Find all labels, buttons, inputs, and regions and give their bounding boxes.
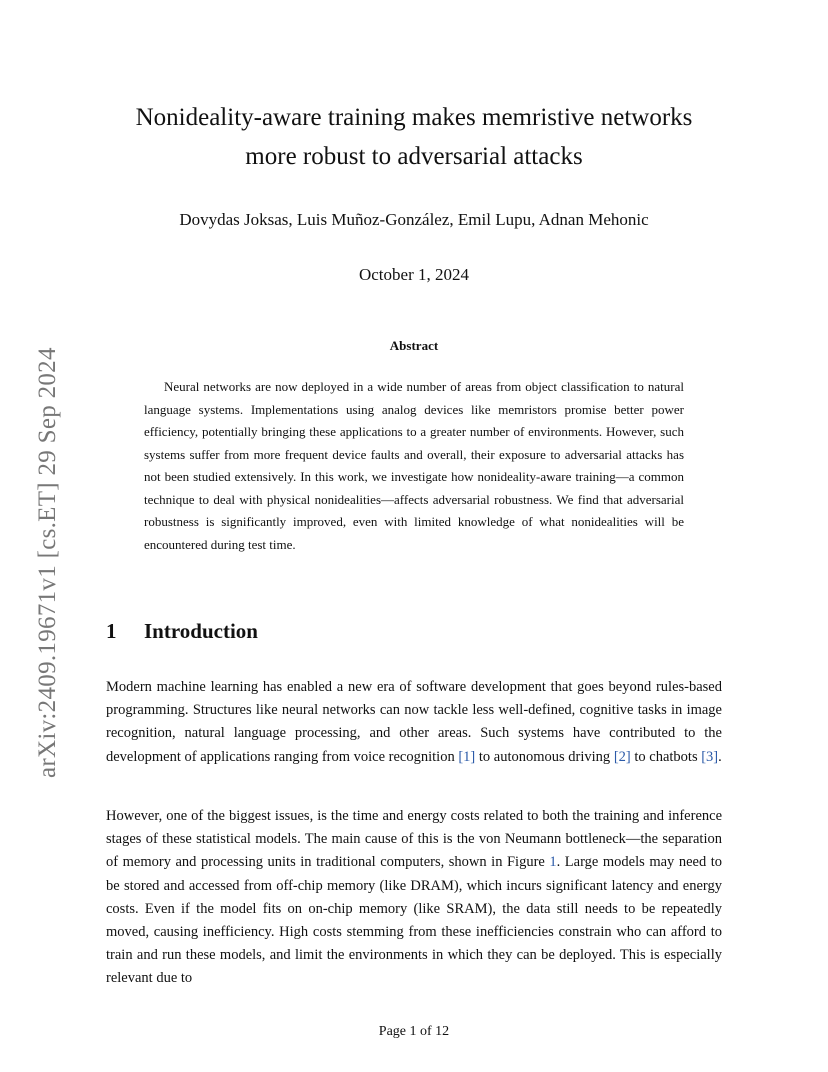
abstract-heading: Abstract bbox=[389, 338, 439, 353]
citation-link-1[interactable]: [1] bbox=[458, 748, 476, 765]
section-number: 1 bbox=[106, 619, 117, 643]
intro-paragraph-1 bbox=[106, 676, 722, 769]
citation-link-2[interactable]: [2] bbox=[613, 748, 631, 765]
p2-text-b: . Large models may need to be stored and accessed from off-chip memory (like DRAM), which incurs significant latency and energy costs. Even if the model fits on on-chip memory (like SRAM), the data still needs to be repeatedly moved, causing inefficiency. High costs stemming from these inefficiencies constrain who can afford to train and run these models, and limit the environments in which they can be deployed. This is especially relevant due to bbox=[106, 854, 723, 987]
section-title: Introduction bbox=[144, 619, 258, 643]
paper-title bbox=[106, 98, 722, 176]
author-list: Dovydas Joksas, Luis Muñoz-González, Emil Lupu, Adnan Mehonic bbox=[179, 210, 649, 229]
intro-paragraph-2 bbox=[106, 805, 722, 991]
citation-link-3[interactable]: [3] bbox=[701, 748, 719, 765]
p1-text-a: Modern machine learning has enabled a new era of software development that goes beyond rules-based programming. Structures like neural networks can now tackle less well-defined, cognitive tasks in image recognition, natural language processing, and other areas. Such systems have contributed to the development of applications ranging from voice recognition bbox=[106, 679, 722, 765]
title-line-1: Nonideality-aware training makes memristive networks bbox=[135, 104, 693, 131]
p1-text-d: . bbox=[718, 748, 722, 765]
section-heading bbox=[106, 619, 258, 644]
abstract-text: Neural networks are now deployed in a wide number of areas from object classification to natural language systems. Implementations using analog devices like memristors promise better power efficiency, potentially bringing these applications to a greater number of environments. However, such systems suffer from more frequent device faults and overall, their exposure to adversarial attacks has not been studied extensively. In this work, we investigate how nonideality-aware training—a common technique to deal with physical nonidealities—affects adversarial robustness. We find that adversarial robustness is significantly improved, even with limited knowledge of what nonidealities will be encountered during test time. bbox=[144, 379, 684, 552]
figure-link-1[interactable]: 1 bbox=[549, 854, 557, 871]
page-number: Page 1 of 12 bbox=[378, 1024, 450, 1039]
p2-text-a: However, one of the biggest issues, is the time and energy costs related to both the training and inference stages of these statistical models. The main cause of this is the von Neumann bottleneck—the separation of memory and processing units in traditional computers, shown in Figure bbox=[106, 808, 722, 871]
p1-text-c: to chatbots bbox=[630, 748, 702, 765]
title-line-2: more robust to adversarial attacks bbox=[245, 143, 583, 170]
p1-text-b: to autonomous driving bbox=[475, 748, 614, 765]
arxiv-stamp: arXiv:2409.19671v1 [cs.ET] 29 Sep 2024 bbox=[34, 347, 61, 778]
publication-date: October 1, 2024 bbox=[358, 265, 469, 284]
